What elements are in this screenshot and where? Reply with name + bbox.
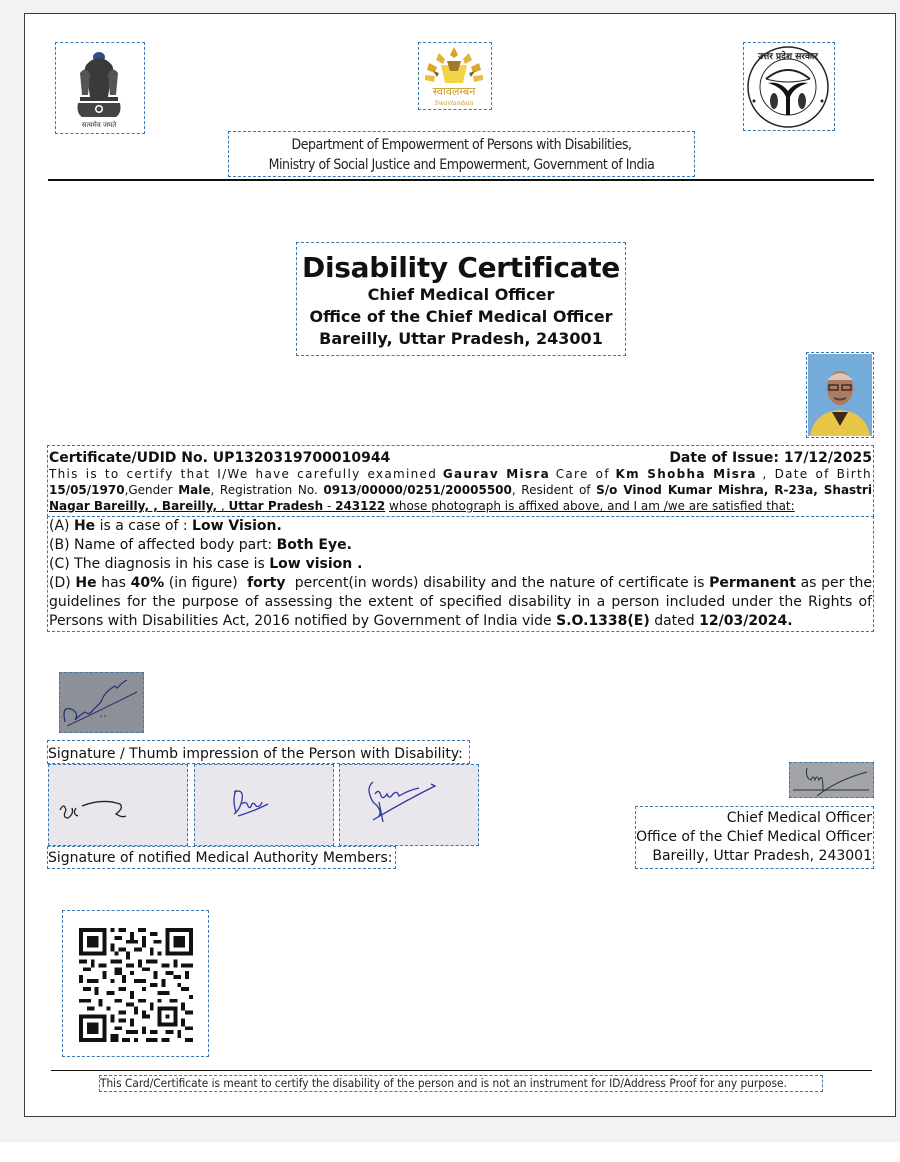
registration-number: 0913/00000/0251/20005500 (323, 483, 512, 497)
clause-c: (C) The diagnosis in his case is Low vision . (49, 556, 363, 572)
board-signature-frame-2 (194, 764, 334, 846)
department-line-2: Ministry of Social Justice and Empowerment, Government of India (268, 157, 655, 173)
gazette-notification: S.O.1338(E) (556, 613, 650, 629)
board-signature-label-box (47, 846, 396, 869)
diagnosis: Low vision . (269, 556, 363, 572)
disclaimer-text: This Card/Certificate is meant to certify the disability of the person and is not an instrument for ID/Address Proof for any purpose. (100, 1076, 787, 1090)
swavlamban-logo-box (418, 42, 492, 110)
cmo-title: Chief Medical Officer (726, 810, 872, 826)
up-seal-box (743, 42, 835, 131)
applicant-signature-label: Signature / Thumb impression of the Person with Disability: (48, 746, 463, 762)
address-state: Uttar Pradesh (228, 499, 324, 513)
page-title: Disability Certificate (302, 251, 620, 284)
footer-divider (51, 1070, 872, 1071)
qr-code-icon[interactable] (79, 928, 193, 1042)
applicant-name: Gaurav Misra (442, 467, 551, 481)
svg-text:स्वावलम्बन: स्वावलम्बन (432, 85, 476, 98)
ashoka-emblem-icon (56, 43, 143, 132)
certificate-details-box (47, 445, 874, 517)
up-government-seal-icon (744, 43, 833, 129)
clauses-box (47, 516, 874, 632)
clause-d: (D) He has 40% (in figure) forty percent(in words) disability and the nature of certificate is Permanent as per the guidelines for the purpose of assessing the extent of specified disability in a person included under the Rights of Persons with Disabilities Act, 2016 notified by Government of India vide S.O.1338(E) dated 12/03/2024. (49, 575, 872, 629)
issuing-office: Office of the Chief Medical Officer (309, 307, 613, 326)
gender: Male (178, 483, 211, 497)
board-member-signature-3 (339, 764, 479, 846)
clause-a: (A) He is a case of : Low Vision. (49, 518, 282, 534)
svg-text:Swavlamban: Swavlamban (434, 100, 474, 107)
board-signature-label: Signature of notified Medical Authority Members: (48, 850, 393, 866)
department-heading-box (228, 131, 695, 177)
cmo-location: Bareilly, Uttar Pradesh, 243001 (652, 848, 872, 864)
svg-text:उत्तर प्रदेश सरकार: उत्तर प्रदेश सरकार (758, 52, 818, 62)
cmo-office: Office of the Chief Medical Officer (636, 829, 872, 845)
issuing-location: Bareilly, Uttar Pradesh, 243001 (319, 329, 603, 348)
applicant-signature-label-box (47, 740, 470, 764)
issuing-authority: Chief Medical Officer (367, 285, 555, 304)
certificate-nature: Permanent (709, 575, 796, 591)
board-member-signature-2 (194, 764, 334, 846)
cmo-signature (789, 762, 874, 798)
applicant-signature-frame (59, 672, 144, 733)
address-pin: 243122 (335, 499, 386, 513)
affected-body-part: Both Eye. (276, 537, 352, 553)
date-of-birth: 15/05/1970 (49, 483, 125, 497)
header-divider (48, 179, 874, 181)
disclaimer-box (99, 1075, 823, 1092)
applicant-signature (59, 672, 144, 733)
clause-b: (B) Name of affected body part: Both Eye. (49, 537, 352, 553)
certification-paragraph: This is to certify that I/We have carefully examined Gaurav Misra Care of Km Shobha Misra , Date of Birth 15/05/1970,Gender Male, Registration No. 0913/00000/0251/20005500, Resident of S/o Vinod Kumar Mishra, R-23a, Shastri Nagar Bareilly, , Bareilly, , Uttar Pradesh - 243122 whose photograph is affixed above, and I am /we are satisfied that: (49, 467, 872, 513)
address-line-2: Nagar Bareilly, , Bareilly, (49, 499, 218, 513)
cmo-signatory-box (635, 806, 874, 869)
disability-type: Low Vision. (192, 518, 282, 534)
national-emblem-box (55, 42, 145, 134)
issue-date: Date of Issue: 17/12/2025 (669, 450, 872, 466)
disability-percent: 40% (130, 575, 165, 591)
title-block (296, 242, 626, 356)
board-signature-frame-1 (48, 764, 188, 846)
disability-percent-words: forty (247, 575, 286, 591)
department-line-1: Department of Empowerment of Persons with Disabilities, (291, 137, 632, 153)
udid-row (49, 450, 872, 466)
address-line-1: S/o Vinod Kumar Mishra, R-23a, Shastri (596, 483, 872, 497)
applicant-photo (808, 354, 872, 436)
swavlamban-logo-icon (419, 43, 490, 108)
notification-date: 12/03/2024. (699, 613, 793, 629)
udid-number: Certificate/UDID No. UP1320319700010944 (49, 450, 391, 466)
cmo-signature-frame (789, 762, 874, 798)
board-member-signature-1 (48, 764, 188, 846)
svg-text:सत्यमेव जयते: सत्यमेव जयते (81, 121, 117, 129)
board-signature-frame-3 (339, 764, 479, 846)
guardian-name: Km Shobha Misra (615, 467, 757, 481)
